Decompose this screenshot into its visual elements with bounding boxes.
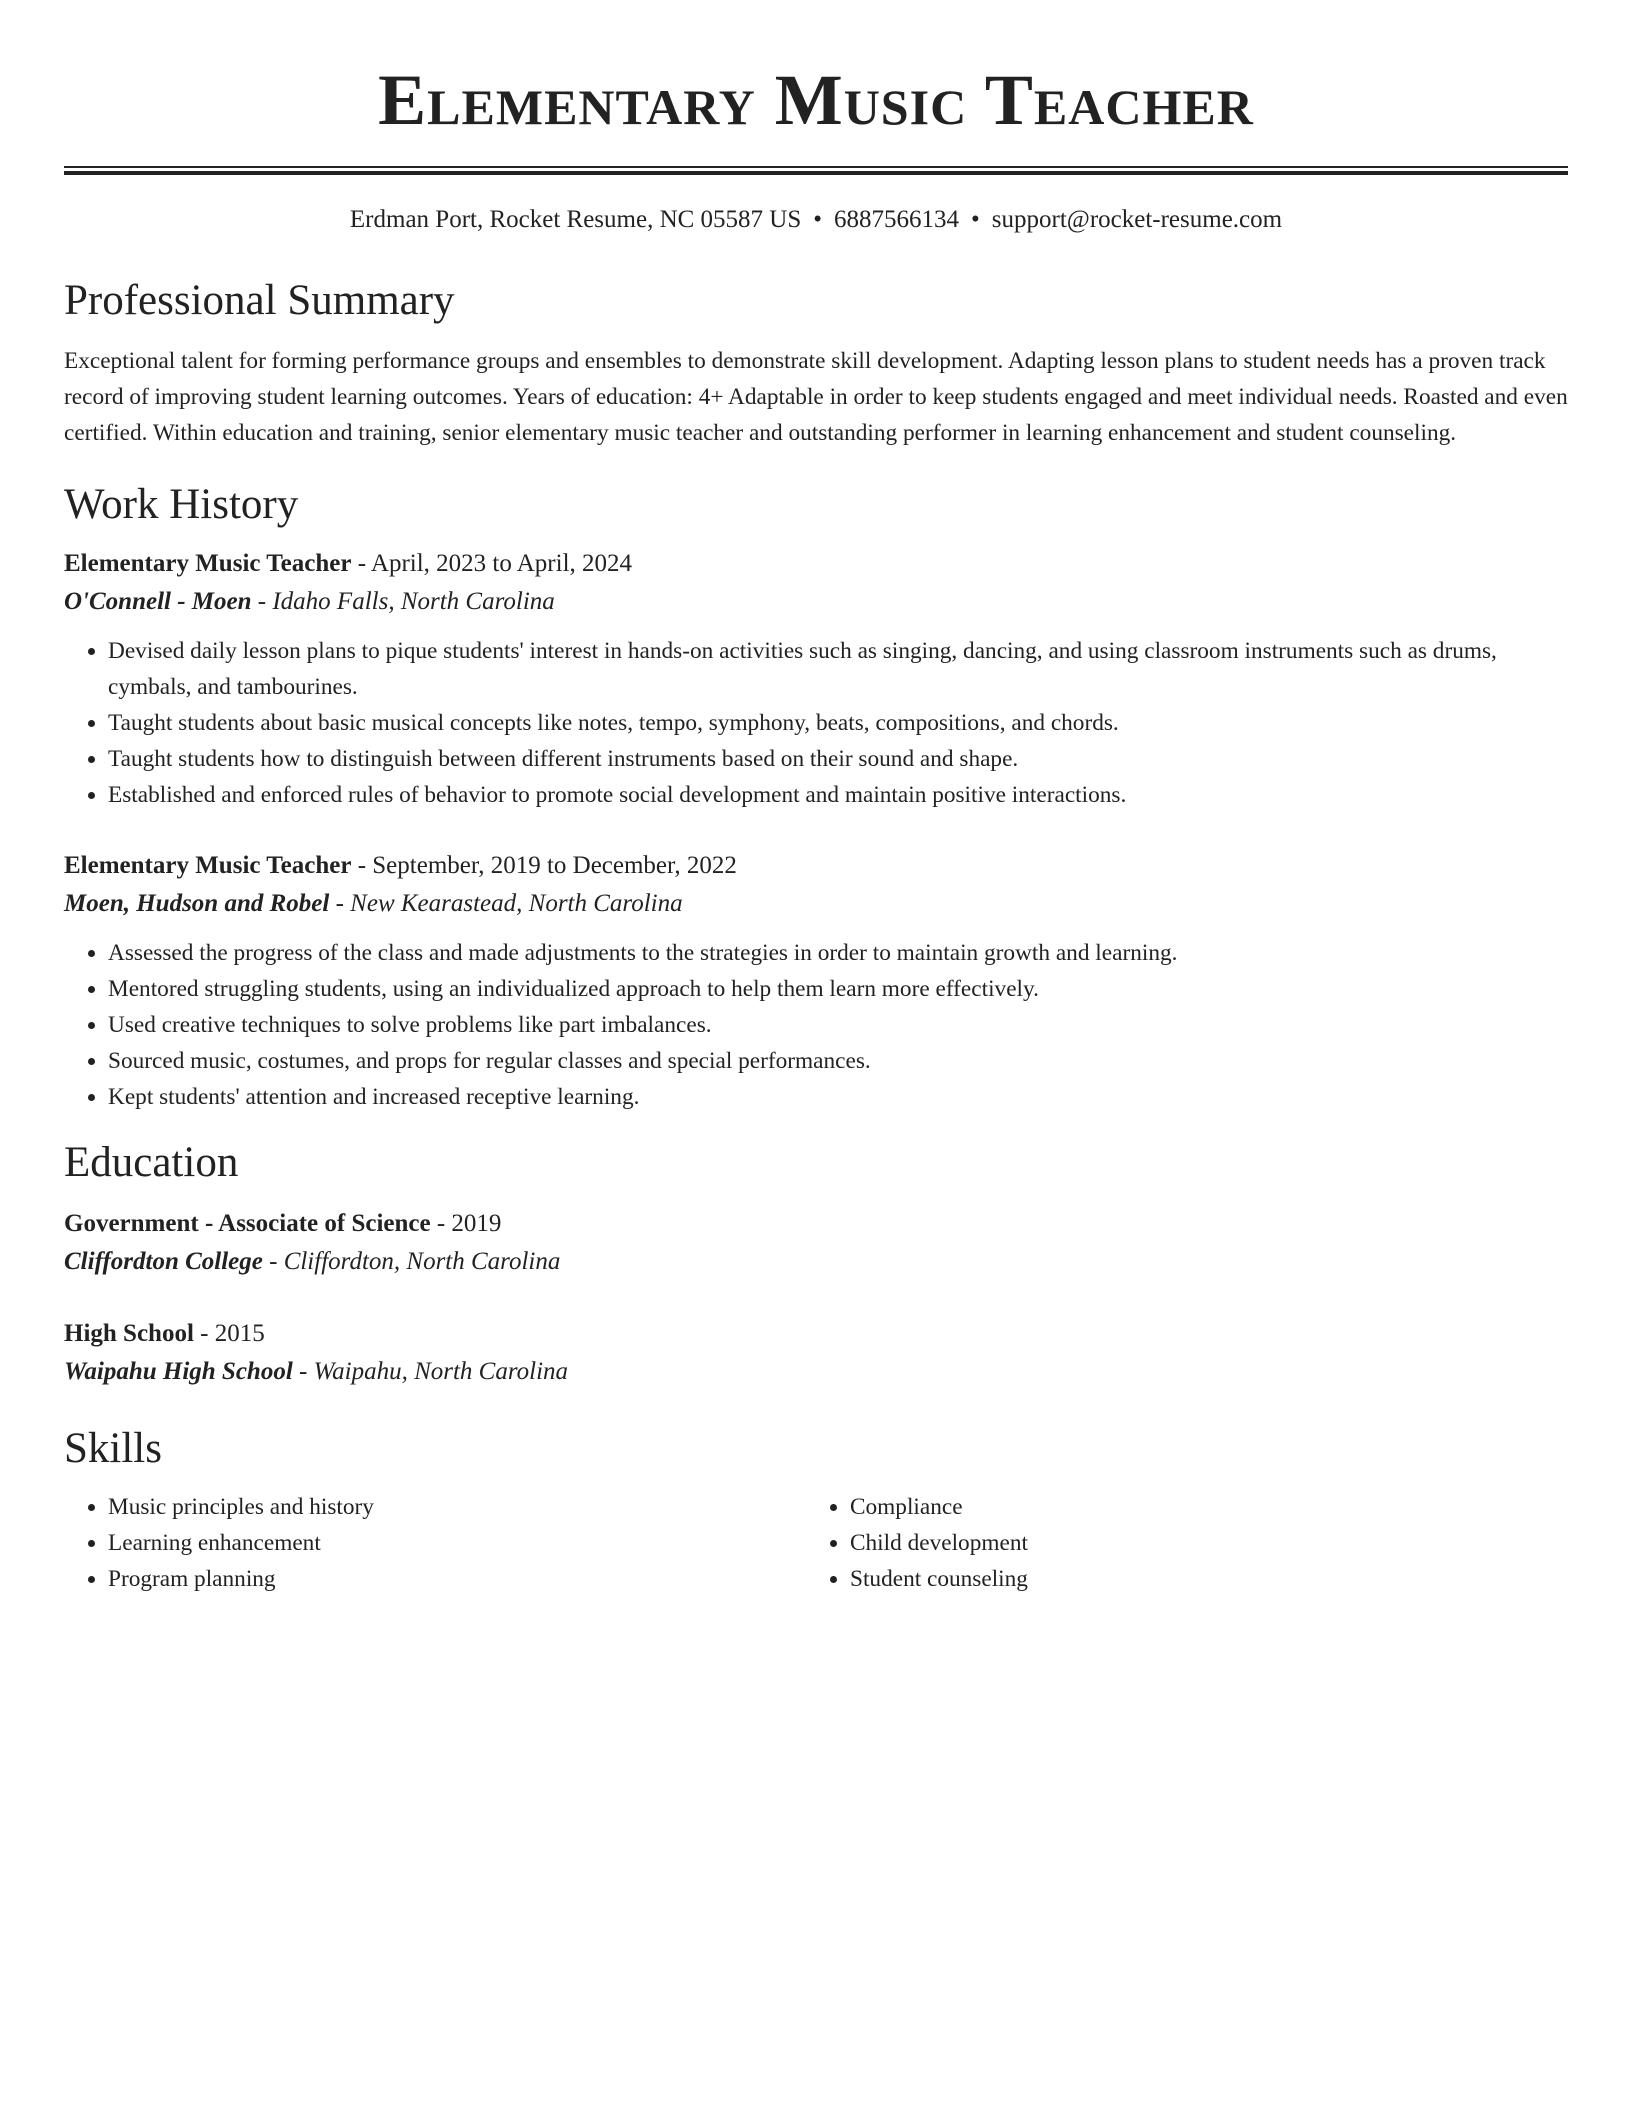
job-company: O'Connell - Moen	[64, 588, 252, 615]
school-line: Waipahu High School - Waipahu, North Carolina	[64, 1358, 569, 1385]
list-item: • Mentored struggling students, using an individualized approach to help them learn more effectively.	[108, 971, 1568, 1007]
job-location: New Kearastead, North Carolina	[350, 890, 683, 917]
degree-line: High School - 2015	[64, 1320, 265, 1347]
graduation-year: 2015	[214, 1320, 265, 1347]
school-name: Cliffordton College	[64, 1248, 263, 1275]
contact-email: support@rocket-resume.com	[991, 206, 1283, 233]
job-title: Elementary Music Teacher	[64, 852, 352, 879]
job-company: Moen, Hudson and Robel	[64, 890, 330, 917]
school-location: Waipahu, North Carolina	[313, 1358, 569, 1385]
job-entry	[64, 847, 1568, 1115]
job-title: Elementary Music Teacher	[64, 550, 352, 577]
job-dates: April, 2023 to April, 2024	[370, 550, 633, 577]
education-entry	[64, 1205, 1568, 1281]
summary-heading: Professional Summary	[64, 277, 455, 324]
list-item: • Devised daily lesson plans to pique students' interest in hands-on activities such as singing, dancing, and using classroom instruments such as drums, cymbals, and tambourines.	[108, 633, 1568, 705]
contact-separator: •	[971, 206, 980, 233]
contact-address: Erdman Port, Rocket Resume, NC 05587 US	[349, 206, 802, 233]
work-history-heading: Work History	[64, 481, 299, 528]
graduation-year: 2019	[451, 1210, 502, 1237]
list-item: • Sourced music, costumes, and props for regular classes and special performances.	[108, 1043, 1568, 1079]
contact-separator: •	[813, 206, 823, 233]
list-item: • Taught students about basic musical concepts like notes, tempo, symphony, beats, compositions, and chords.	[108, 705, 1568, 741]
job-bullets	[64, 633, 1568, 813]
resume-title: Elementary Music Teacher	[378, 60, 1254, 140]
skills-columns	[64, 1489, 1568, 1597]
skill-item: • Music principles and history	[108, 1489, 806, 1525]
degree-line: Government - Associate of Science - 2019	[64, 1210, 502, 1237]
skill-item: • Program planning	[108, 1561, 806, 1597]
job-company-line: Moen, Hudson and Robel - New Kearastead, North Carolina	[64, 890, 683, 917]
skill-item: • Compliance	[850, 1489, 1548, 1525]
skill-item: • Learning enhancement	[108, 1525, 806, 1561]
contact-phone: 6887566134	[834, 206, 960, 233]
degree: Government - Associate of Science	[64, 1210, 431, 1237]
skills-heading: Skills	[64, 1425, 162, 1472]
skill-item: • Child development	[850, 1525, 1548, 1561]
job-title-line: Elementary Music Teacher - April, 2023 to April, 2024	[64, 550, 633, 577]
job-entry	[64, 545, 1568, 813]
title-divider	[64, 166, 1568, 175]
job-company-line: O'Connell - Moen - Idaho Falls, North Carolina	[64, 588, 555, 615]
list-item: • Taught students how to distinguish between different instruments based on their sound and shape.	[108, 741, 1568, 777]
school-line: Cliffordton College - Cliffordton, North Carolina	[64, 1248, 561, 1275]
degree: High School	[64, 1320, 194, 1347]
job-title-line: Elementary Music Teacher - September, 2019 to December, 2022	[64, 852, 737, 879]
job-bullets	[64, 935, 1568, 1115]
school-location: Cliffordton, North Carolina	[283, 1248, 561, 1275]
contact-line	[64, 205, 1568, 235]
list-item: • Assessed the progress of the class and made adjustments to the strategies in order to maintain growth and learning.	[108, 935, 1568, 971]
education-entry	[64, 1315, 1568, 1391]
job-dates: September, 2019 to December, 2022	[372, 852, 737, 879]
school-name: Waipahu High School	[64, 1358, 293, 1385]
list-item: • Kept students' attention and increased receptive learning.	[108, 1079, 1568, 1115]
skills-list-right	[806, 1489, 1548, 1597]
skill-item: • Student counseling	[850, 1561, 1548, 1597]
list-item: • Used creative techniques to solve problems like part imbalances.	[108, 1007, 1568, 1043]
job-location: Idaho Falls, North Carolina	[272, 588, 555, 615]
skills-list-left	[64, 1489, 806, 1597]
education-heading: Education	[64, 1139, 239, 1186]
summary-text: Exceptional talent for forming performance groups and ensembles to demonstrate skill development. Adapting lesson plans to student needs has a proven track record of improving student learning outcomes. Years of education: 4+ Adaptable in order to keep students engaged and meet individual needs. Roasted and even certified. Within education and training, senior elementary music teacher and outstanding performer in learning enhancement and student counseling.	[64, 348, 1568, 446]
list-item: • Established and enforced rules of behavior to promote social development and maintain positive interactions.	[108, 777, 1568, 813]
